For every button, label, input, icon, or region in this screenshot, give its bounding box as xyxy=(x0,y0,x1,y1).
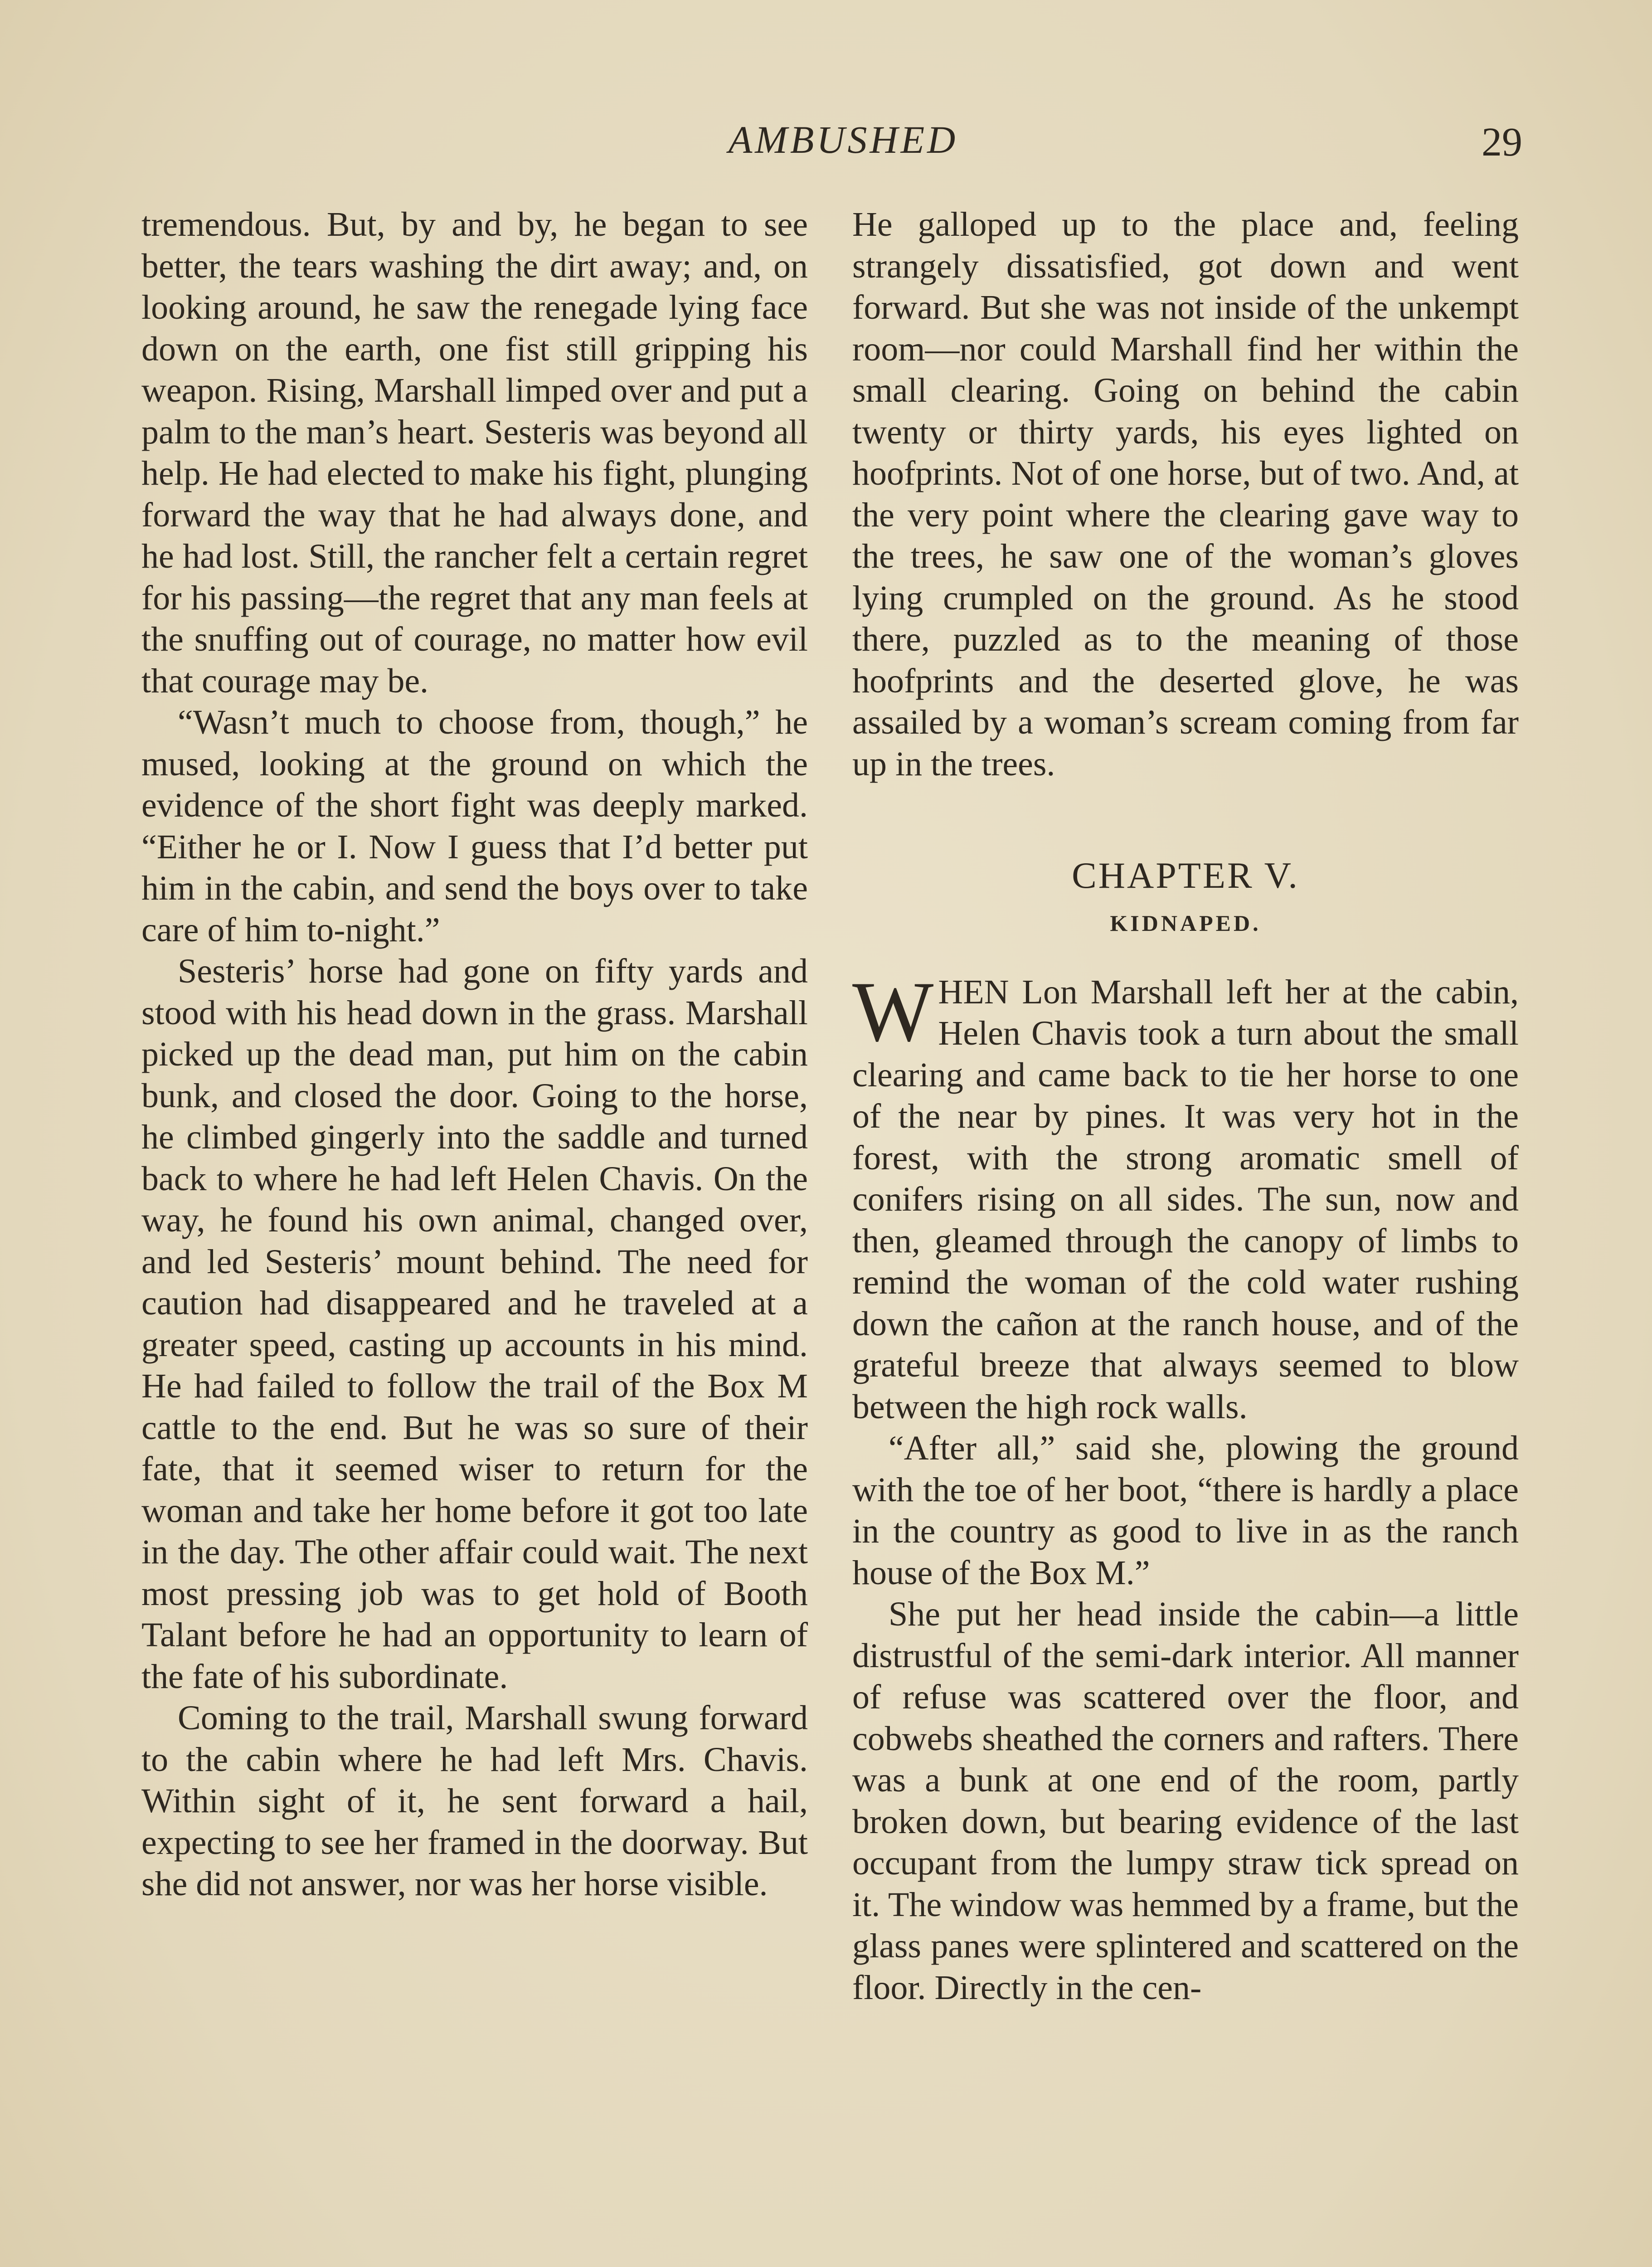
running-title: AMBUSHED xyxy=(728,118,958,161)
paragraph: He galloped up to the place and, feeling strangely dissatisfied, got down and went forward. But she was not inside of the unkempt room—nor could Marshall find her within the small clearing. Going on behind the cabin twenty or thirty yards, his eyes lighted on hoofprints. Not of one horse, but of two. And, at the very point where the clearing gave way to the trees, he saw one of the woman’s gloves lying crumpled on the ground. As he stood there, puzzled as to the meaning of those hoofprints and the deserted glove, he was assailed by a woman’s scream coming from far up in the trees. xyxy=(852,205,1519,783)
right-column xyxy=(852,204,1519,2009)
chapter-subtitle: KIDNAPED. xyxy=(1110,910,1261,936)
paragraph: “After all,” said she, plowing the ground with the toe of her boot, “there is hardly a place in the country as good to live in as the ranch house of the Box M.” xyxy=(852,1429,1519,1592)
page-number: 29 xyxy=(1482,120,1522,165)
paragraph: She put her head inside the cabin—a little distrustful of the semi-dark interior. All manner of refuse was scattered over the floor, and cobwebs sheathed the corners and rafters. There was a bunk at one end of the room, partly broken down, but bearing evidence of the last occupant from the lumpy straw tick spread on it. The window was hemmed by a frame, but the glass panes were splintered and scattered on the floor. Directly in the cen- xyxy=(852,1595,1519,2007)
paragraph: tremendous. But, by and by, he began to see better, the tears washing the dirt away; and, on looking around, he saw the renegade lying face down on the earth, one fist still gripping his weapon. Rising, Marshall limped over and put a palm to the man’s heart. Sesteris was beyond all help. He had elected to make his fight, plunging forward the way that he had always done, and he had lost. Still, the rancher felt a certain regret for his passing—the regret that any man feels at the snuffing out of courage, no matter how evil that courage may be. xyxy=(141,205,808,700)
chapter-opening-paragraph xyxy=(852,964,1519,1428)
paragraph: Coming to the trail, Marshall swung forward to the cabin where he had left Mrs. Chavis. Within sight of it, he sent forward a hail, expecting to see her framed in the doorway. But she did not answer, nor was her horse visible. xyxy=(141,1699,808,1903)
paragraph: “Wasn’t much to choose from, though,” he mused, looking at the ground on which the evidence of the short fight was deeply marked. “Either he or I. Now I guess that I’d better put him in the cabin, and send the boys over to take care of him to-night.” xyxy=(141,703,808,949)
paragraph-text: HEN Lon Marshall left her at the cabin, Helen Chavis took a turn about the small clearing and came back to tie her horse to one of the near by pines. It was very hot in the forest, with the strong aromatic smell of conifers rising on all sides. The sun, now and then, gleamed through the canopy of limbs to remind the woman of the cold water rushing down the cañon at the ranch house, and of the grateful breeze that always seemed to blow between the high rock walls. xyxy=(852,973,1519,1426)
left-column xyxy=(141,204,808,1905)
paragraph: Sesteris’ horse had gone on fifty yards and stood with his head down in the grass. Marshall picked up the dead man, put him on the cabin bunk, and closed the door. Going to the horse, he climbed gingerly into the saddle and turned back to where he had left Helen Chavis. On the way, he found his own animal, changed over, and led Sesteris’ mount behind. The need for caution had disappeared and he traveled at a greater speed, casting up accounts in his mind. He had failed to follow the trail of the Box M cattle to the end. But he was so sure of their fate, that it seemed wiser to return for the woman and take her home before it got too late in the day. The other affair could wait. The next most pressing job was to get hold of Booth Talant before he had an opportunity to learn of the fate of his subordinate. xyxy=(141,952,808,1696)
drop-cap: W xyxy=(852,964,934,1060)
chapter-heading: CHAPTER V. xyxy=(1072,855,1299,896)
